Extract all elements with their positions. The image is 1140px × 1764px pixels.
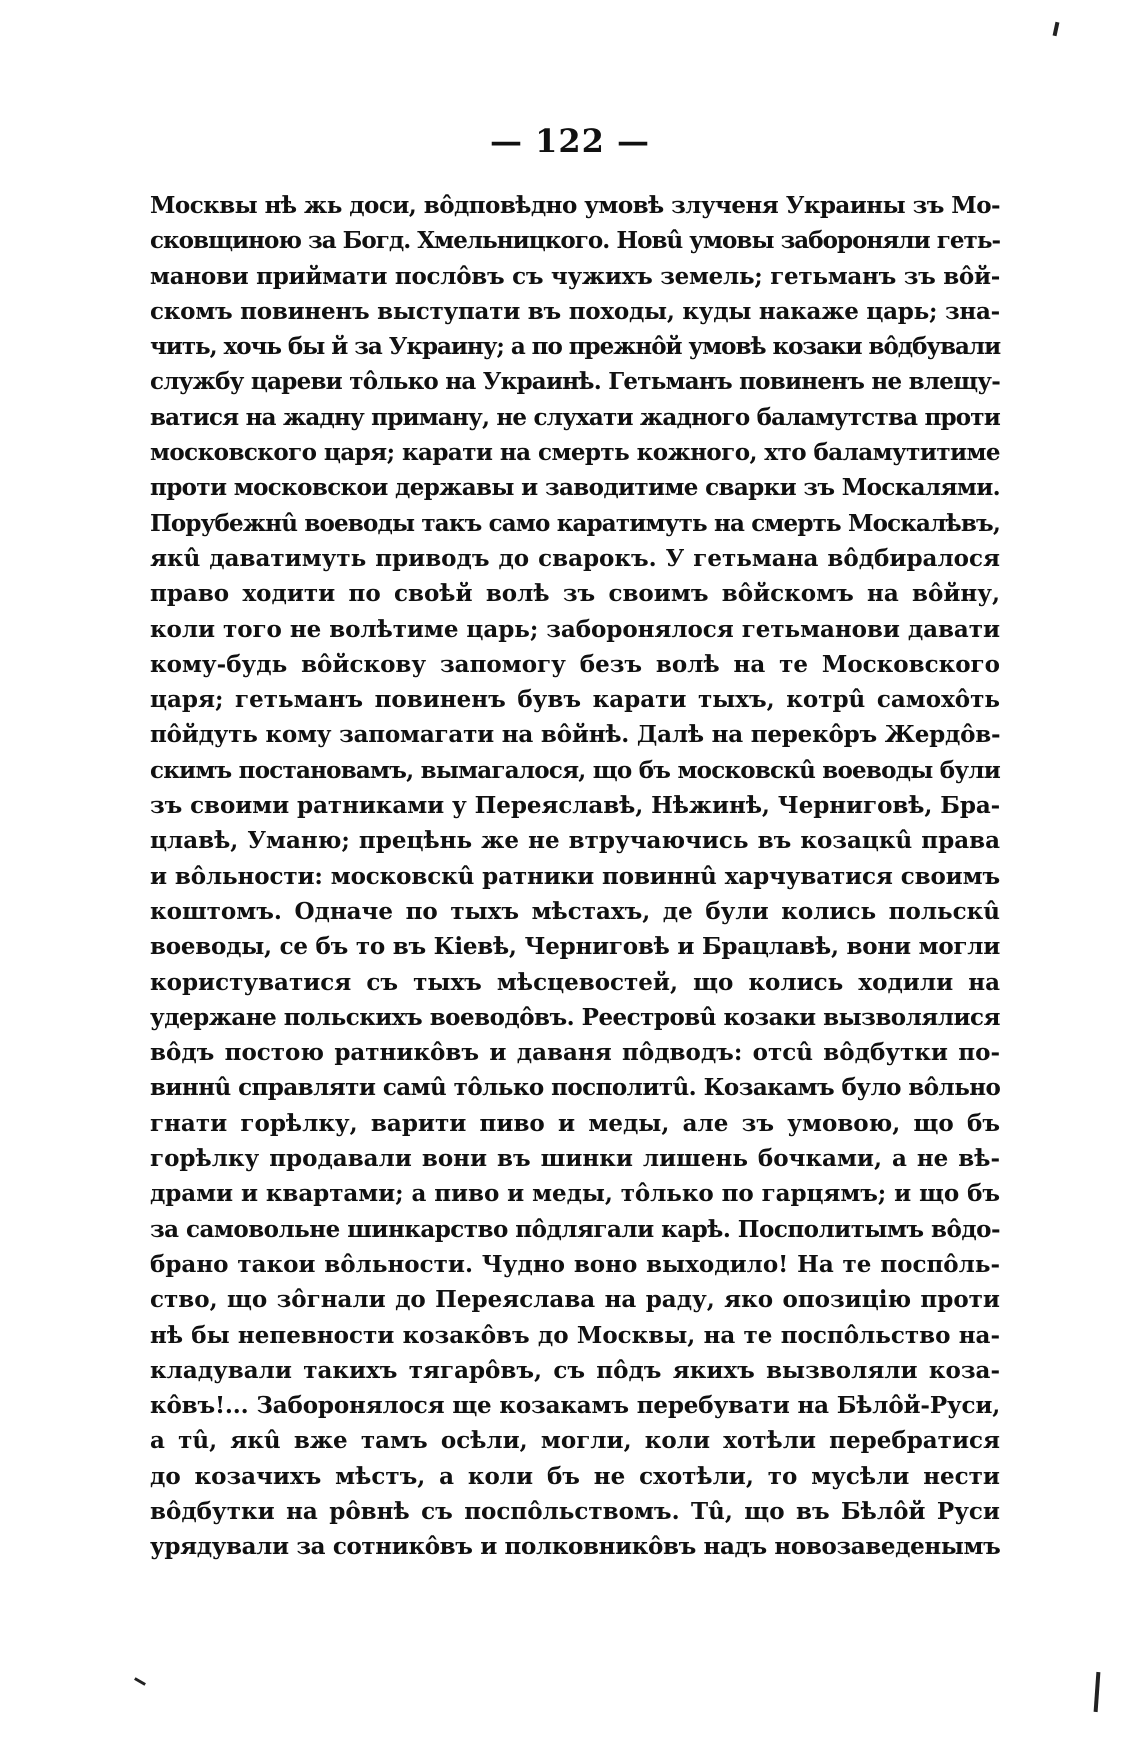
- text-line: ватися на жадну приману, не слухати жадного баламутства проти: [150, 403, 1000, 431]
- text-line: коштомъ. Одначе по тыхъ мѣстахъ, де були колись польскû: [150, 897, 1000, 925]
- text-line: горѣлку продавали вони въ шинки лишень бочками, а не вѣ-: [150, 1145, 1000, 1173]
- text-line: право ходити по своѣй волѣ зъ своимъ вôйскомъ на вôйну,: [150, 580, 1000, 608]
- text-line: проти московскои державы и заводитиме сварки зъ Москалями.: [150, 474, 1000, 502]
- text-line: брано такои вôльности. Чудно воно выходило! На те поспôль-: [150, 1250, 1000, 1278]
- text-line: и вôльности: московскû ратники повиннû харчуватися своимъ: [150, 862, 1000, 890]
- body-text: [150, 188, 1000, 1565]
- text-line: скомъ повиненъ выступати въ походы, куды накаже царь; зна-: [150, 297, 1000, 325]
- scan-speck-bottom-right: [1094, 1672, 1101, 1712]
- text-line: пôйдуть кому запомагати на вôйнѣ. Далѣ на перекôръ Жердôв-: [150, 721, 1001, 749]
- text-line: коли того не волѣтиме царь; заборонялося гетьманови давати: [150, 615, 1000, 643]
- text-line: службу цареви тôлько на Украинѣ. Гетьманъ повиненъ не влещу-: [150, 368, 1000, 396]
- text-line: а тû, якû вже тамъ осѣли, могли, коли хотѣли перебратися: [150, 1427, 1000, 1455]
- text-line: до козачихъ мѣстъ, а коли бъ не схотѣли, то мусѣли нести: [150, 1462, 1000, 1490]
- text-line: удержане польскихъ воеводôвъ. Реестровû козаки вызволялися: [150, 1003, 1000, 1031]
- text-line: урядували за сотникôвъ и полковникôвъ надъ новозаведенымъ: [150, 1533, 1001, 1561]
- text-line: чить, хочь бы й за Украину; а по прежнôй умовѣ козаки вôдбували: [150, 333, 1001, 361]
- text-line: скимъ постановамъ, вымагалося, що бъ московскû воеводы були: [150, 756, 1000, 784]
- text-line: за самовольне шинкарство пôдлягали карѣ. Посполитымъ вôдо-: [150, 1215, 1000, 1243]
- text-line: вôдъ постою ратникôвъ и даваня пôдводъ: отсû вôдбутки по-: [150, 1039, 1000, 1067]
- scan-speck-top-right: [1053, 22, 1060, 37]
- text-line: Москвы нѣ жь доси, вôдповѣдно умовѣ злученя Украины зъ Мо-: [150, 192, 1000, 219]
- text-line: манови приймати послôвъ съ чужихъ земель; гетьманъ зъ вôй-: [150, 262, 1001, 290]
- text-line: нѣ бы непевности козакôвъ до Москвы, на те поспôльство на-: [150, 1321, 1000, 1349]
- text-line: гнати горѣлку, варити пиво и меды, але зъ умовою, що бъ: [150, 1109, 1000, 1137]
- text-line: зъ своими ратниками у Переяславѣ, Нѣжинѣ, Черниговѣ, Бра-: [150, 792, 1001, 820]
- text-line: кладували такихъ тягарôвъ, съ пôдъ якихъ вызволяли коза-: [150, 1356, 1000, 1384]
- text-line: кôвъ!... Заборонялося ще козакамъ перебувати на Бѣлôй-Руси,: [150, 1392, 1001, 1420]
- text-line: вôдбутки на рôвнѣ съ поспôльствомъ. Тû, що въ Бѣлôй Руси: [150, 1497, 1000, 1525]
- scan-speck-bottom-left: [134, 1677, 146, 1686]
- text-line: виннû справляти самû тôлько посполитû. Козакамъ було вôльно: [150, 1074, 1001, 1102]
- text-line: Порубежнû воеводы такъ само каратимуть на смерть Москалѣвъ,: [150, 509, 1000, 537]
- text-line: користуватися съ тыхъ мѣсцевостей, що колись ходили на: [150, 968, 1000, 996]
- text-line: ство, що зôгнали до Переяслава на раду, яко опозицію проти: [150, 1286, 1000, 1314]
- text-line: якû даватимуть приводъ до сварокъ. У гетьмана вôдбиралося: [150, 544, 1000, 572]
- text-line: цлавѣ, Уманю; прецѣнь же не втручаючись въ козацкû права: [150, 827, 1000, 855]
- text-line: сковщиною за Богд. Хмельницкого. Новû умовы забороняли геть-: [150, 227, 1001, 255]
- text-line: кому-будь вôйскову запомогу безъ волѣ на те Московского: [150, 650, 1000, 678]
- page-number: — 122 —: [489, 122, 651, 160]
- text-line: воеводы, се бъ то въ Кіевѣ, Черниговѣ и Брацлавѣ, вони могли: [150, 933, 1001, 961]
- text-line: драми и квартами; а пиво и меды, тôлько по гарцямъ; и що бъ: [150, 1180, 1000, 1208]
- text-line: московского царя; карати на смерть кожного, хто баламутитиме: [150, 439, 1000, 467]
- text-line: царя; гетьманъ повиненъ бувъ карати тыхъ, котрû самохôть: [150, 686, 1000, 714]
